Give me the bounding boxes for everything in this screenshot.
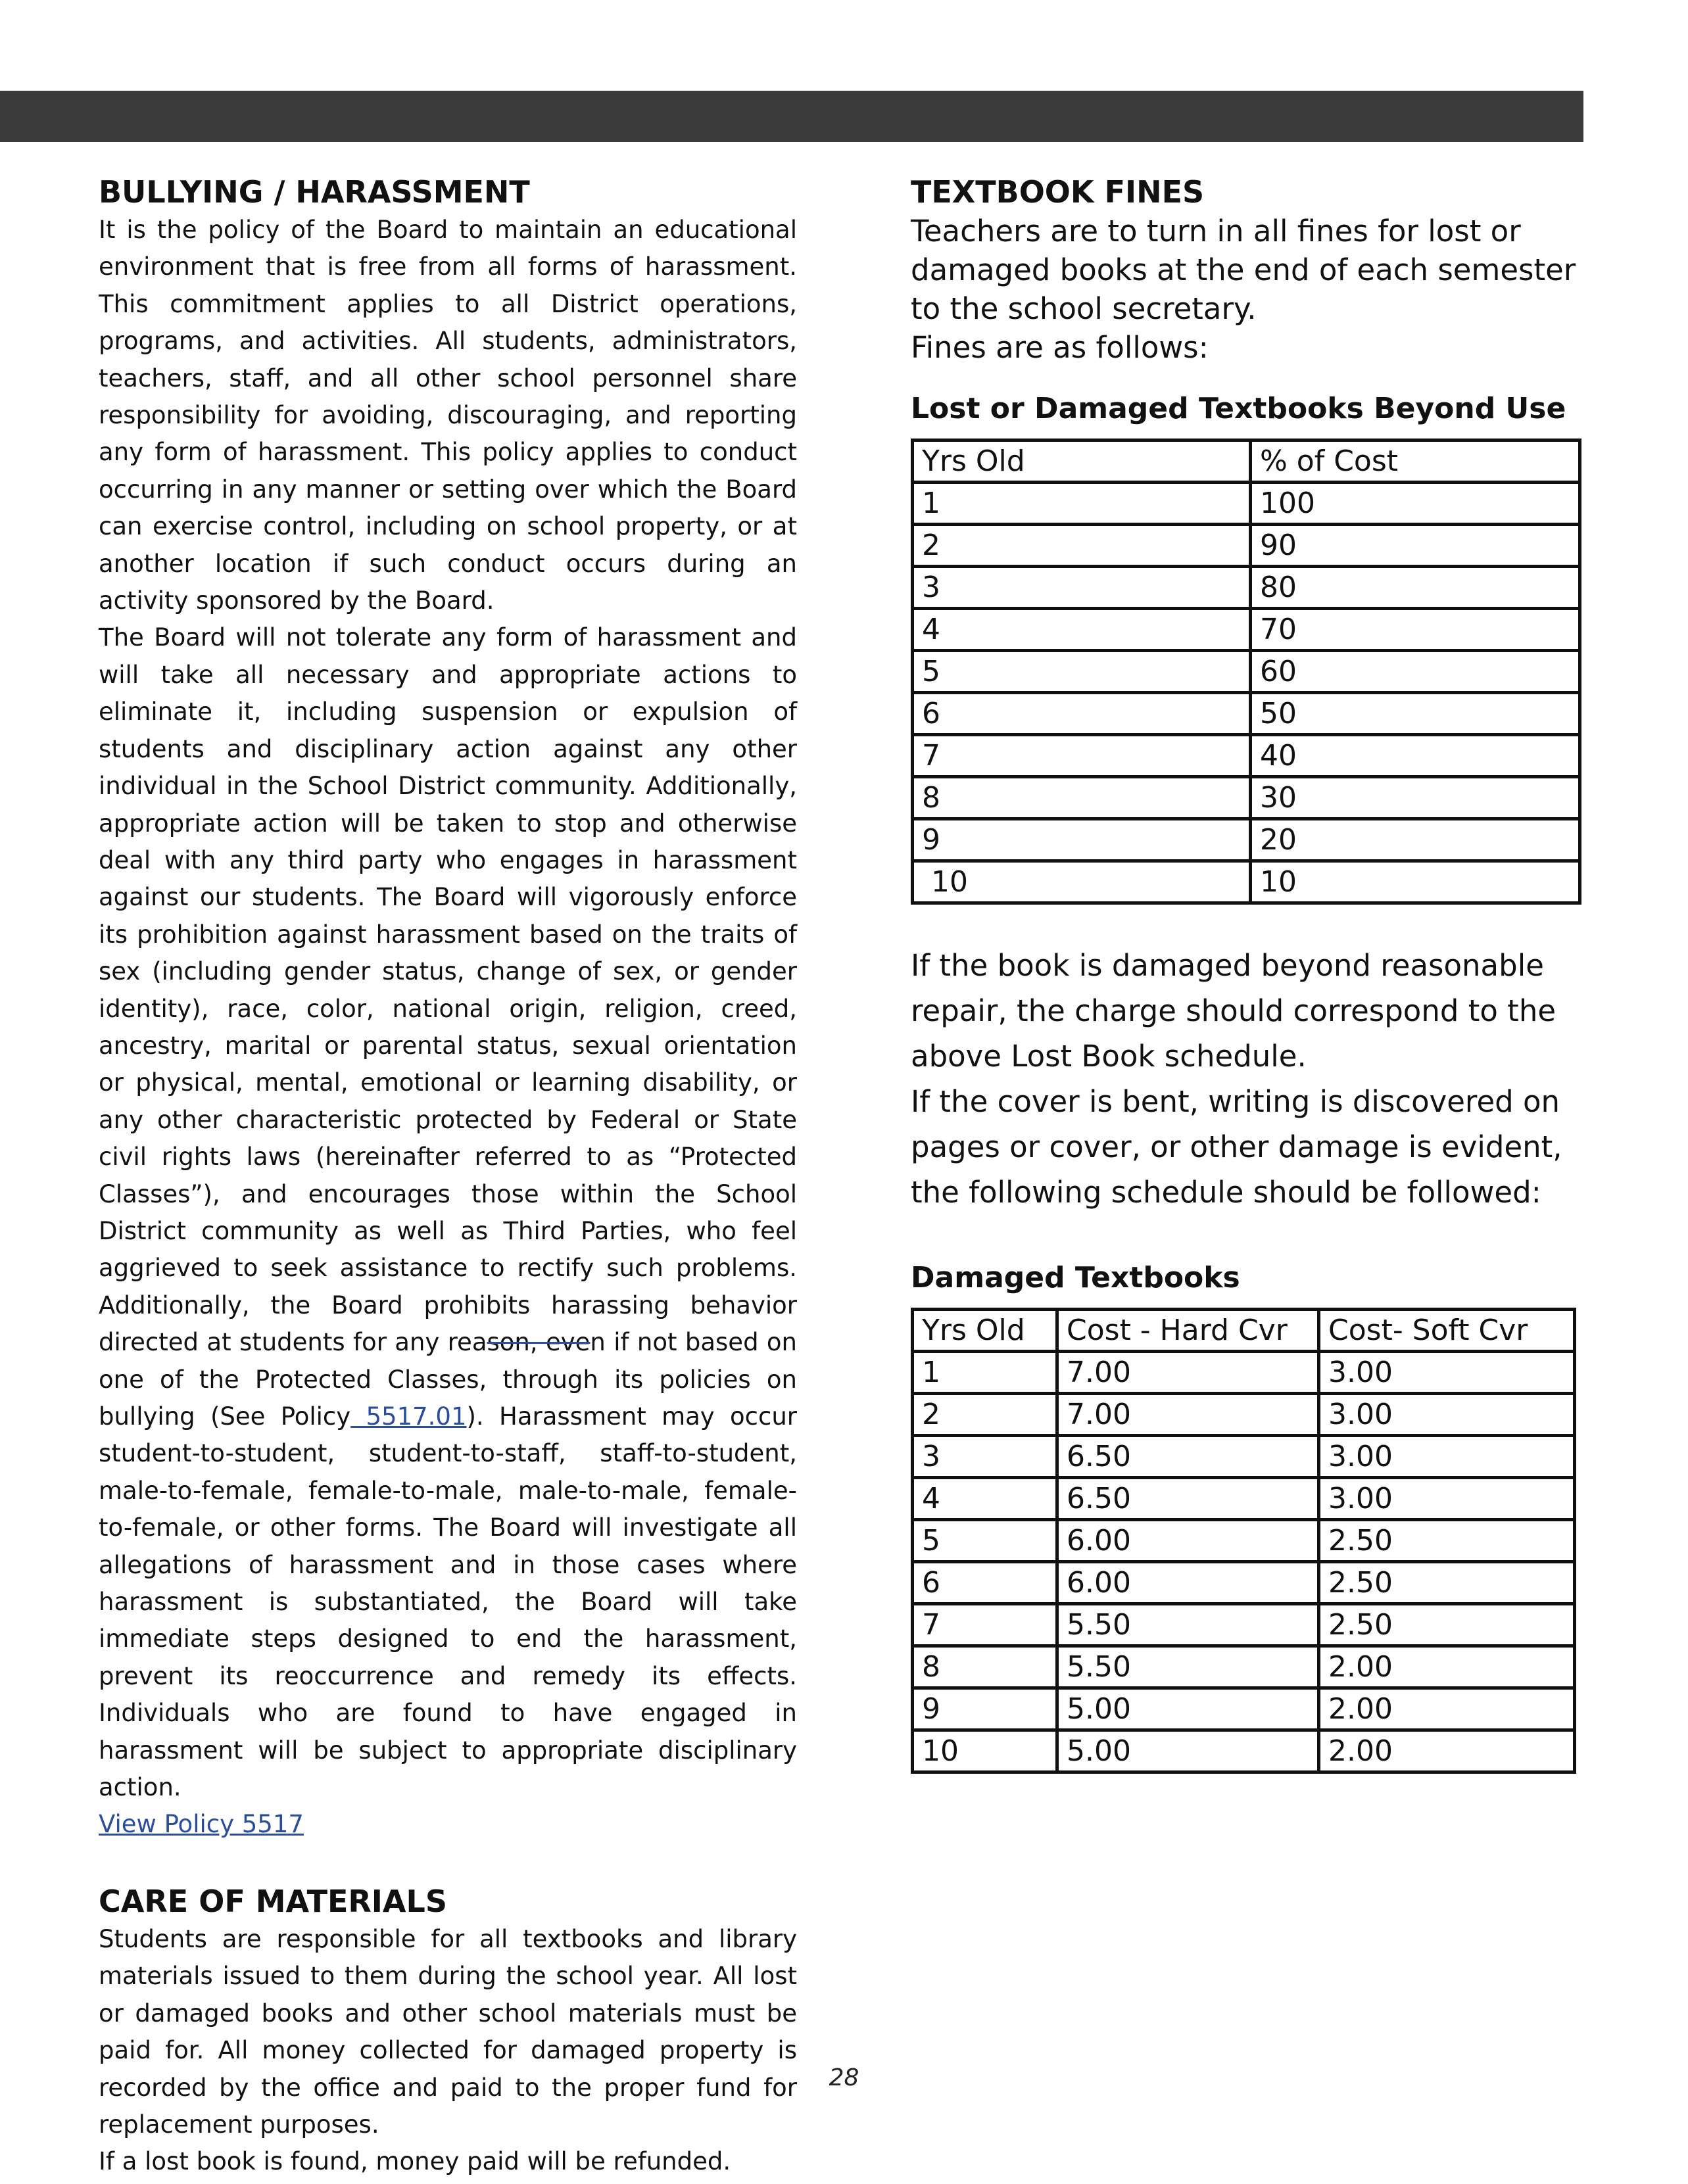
table-row <box>913 1436 1575 1478</box>
table-cell: 10 <box>913 1730 1057 1772</box>
table-cell: 20 <box>1251 819 1580 861</box>
bullying-paragraph-1: It is the policy of the Board to maintain an educational environment that is free from all forms of harassment. This commitment applies to all District operations, programs, and activities. All students, administrators, teachers, staff, and all other school personnel share responsibility for avoiding, discouraging, and reporting any form of harassment. This policy applies to conduct occurring in any manner or setting over which the Board can exercise control, including on school property, or at another location if such conduct occurs during an activity sponsored by the Board. <box>99 216 797 615</box>
table-cell: 2.00 <box>1319 1646 1575 1688</box>
table-cell: 4 <box>913 609 1251 651</box>
table-cell: 5.50 <box>1057 1604 1319 1646</box>
table-cell: 40 <box>1251 735 1580 777</box>
table-header-cell: % of Cost <box>1251 440 1580 483</box>
table-cell: 2.50 <box>1319 1520 1575 1562</box>
damage-schedule-paragraph: If the cover is bent, writing is discovered on pages or cover, or other damage is evident, the following schedule should be followed: <box>911 1084 1562 1210</box>
table-header-row <box>913 440 1580 483</box>
table-cell: 3.00 <box>1319 1478 1575 1520</box>
table-header-cell: Yrs Old <box>913 1310 1057 1352</box>
table-cell: 9 <box>913 1688 1057 1730</box>
table-row <box>913 1520 1575 1562</box>
table-cell: 6.50 <box>1057 1436 1319 1478</box>
table-row <box>913 693 1580 735</box>
lost-table-title: Lost or Damaged Textbooks Beyond Use <box>911 392 1566 425</box>
table-cell: 10 <box>1251 861 1580 903</box>
bullying-p2-text-c: ). Harassment may occur student-to-student, student-to-staff, staff-to-student, male-to-female, female-to-male, male-to-male, female-to-female, or other forms. The Board will investigate all allegations of harassment and in those cases where harassment is substantiated, the Board will take immediate steps designed to end the harassment, prevent its reoccurrence and remedy its effects. Individuals who are found to have engaged in harassment will be subject to appropriate disciplinary action. <box>99 1402 797 1802</box>
table-cell: 1 <box>913 1352 1057 1394</box>
policy-5517-01-link[interactable]: 5517.01 <box>350 1402 467 1431</box>
table-row <box>913 1352 1575 1394</box>
table-header-cell: Cost - Hard Cvr <box>1057 1310 1319 1352</box>
damaged-table-title: Damaged Textbooks <box>911 1261 1240 1294</box>
right-column <box>911 172 1601 1774</box>
table-cell: 5 <box>913 1520 1057 1562</box>
table-row <box>913 861 1580 903</box>
page-number: 28 <box>829 2064 859 2091</box>
table-cell: 6.00 <box>1057 1520 1319 1562</box>
table-cell: 2 <box>913 525 1251 567</box>
table-cell: 3 <box>913 567 1251 609</box>
table-cell: 3.00 <box>1319 1352 1575 1394</box>
table-row <box>913 1730 1575 1772</box>
table-header-row <box>913 1310 1575 1352</box>
table-cell: 70 <box>1251 609 1580 651</box>
bullying-paragraph-2 <box>99 619 797 1806</box>
table-cell: 7.00 <box>1057 1352 1319 1394</box>
bullying-p2-text-a: The Board will not tolerate any form of harassment and will take all necessary and appropriate actions to eliminate it, including suspension or expulsion of students and disciplinary action against any other individual in the School District community. Additionally, appropriate action will be taken to stop and otherwise deal with any third party who engages in harassment against our students. The Board will vigorously enforce its prohibition against harassment based on the traits of sex (including gender status, change of sex, or gender identity), race, color, national origin, religion, creed, ancestry, marital or parental status, sexual orientation or physical, mental, emotional or learning disability, or any other characteristic protected by Federal or State civil rights laws (hereinafter referred to as “Protected Classes”), and encourages those within the School District community as well as Third Parties, who feel aggrieved to seek assistance to rectify such problems. Additionally, the Board prohibits harassing behavior directed at students for any rea <box>99 623 797 1357</box>
strikethrough-text: son, eve <box>487 1328 591 1357</box>
table-row <box>913 567 1580 609</box>
table-cell: 5.50 <box>1057 1646 1319 1688</box>
table-cell: 6 <box>913 693 1251 735</box>
lost-textbooks-table <box>911 439 1581 905</box>
fines-follow-line: Fines are as follows: <box>911 330 1209 365</box>
table-cell: 8 <box>913 1646 1057 1688</box>
table-cell: 2 <box>913 1394 1057 1436</box>
table-header-cell: Cost- Soft Cvr <box>1319 1310 1575 1352</box>
table-cell: 2.00 <box>1319 1688 1575 1730</box>
beyond-repair-paragraph: If the book is damaged beyond reasonable repair, the charge should correspond to the above Lost Book schedule. <box>911 948 1556 1074</box>
table-row <box>913 483 1580 525</box>
table-cell: 5.00 <box>1057 1730 1319 1772</box>
table-row <box>913 1688 1575 1730</box>
table-row <box>913 1604 1575 1646</box>
bullying-p2-text-b: n if not based on one of the Protected Classes, through its policies on bullying (See Policy <box>99 1328 798 1431</box>
bullying-heading: BULLYING / HARASSMENT <box>99 174 530 210</box>
table-header-cell: Yrs Old <box>913 440 1251 483</box>
table-cell: 90 <box>1251 525 1580 567</box>
table-cell: 9 <box>913 819 1251 861</box>
table-cell: 6 <box>913 1562 1057 1604</box>
left-column <box>99 172 797 2181</box>
table-cell: 7 <box>913 735 1251 777</box>
table-cell: 7 <box>913 1604 1057 1646</box>
table-cell: 60 <box>1251 651 1580 693</box>
table-cell: 5.00 <box>1057 1688 1319 1730</box>
textbook-intro: Teachers are to turn in all fines for lost or damaged books at the end of each semester to the school secretary. <box>911 214 1576 326</box>
care-paragraph: Students are responsible for all textbooks and library materials issued to them during the school year. All lost or damaged books and other school materials must be paid for. All money collected for damaged property is recorded by the office and paid to the proper fund for replacement purposes. <box>99 1924 797 2139</box>
table-cell: 2.50 <box>1319 1604 1575 1646</box>
table-row <box>913 1394 1575 1436</box>
view-policy-5517-link[interactable]: View Policy 5517 <box>99 1810 304 1839</box>
table-cell: 1 <box>913 483 1251 525</box>
table-row <box>913 1562 1575 1604</box>
table-cell: 50 <box>1251 693 1580 735</box>
damaged-textbooks-table <box>911 1308 1576 1774</box>
table-cell: 3.00 <box>1319 1394 1575 1436</box>
table-row <box>913 609 1580 651</box>
table-cell: 4 <box>913 1478 1057 1520</box>
table-cell: 80 <box>1251 567 1580 609</box>
care-heading: CARE OF MATERIALS <box>99 1883 447 1919</box>
table-cell: 10 <box>913 861 1251 903</box>
table-row <box>913 1646 1575 1688</box>
table-cell: 3.00 <box>1319 1436 1575 1478</box>
table-cell: 7.00 <box>1057 1394 1319 1436</box>
header-bar <box>0 91 1583 142</box>
table-cell: 8 <box>913 777 1251 819</box>
table-cell: 5 <box>913 651 1251 693</box>
table-row <box>913 819 1580 861</box>
table-row <box>913 525 1580 567</box>
table-cell: 2.50 <box>1319 1562 1575 1604</box>
table-row <box>913 735 1580 777</box>
table-row <box>913 777 1580 819</box>
table-row <box>913 1478 1575 1520</box>
table-cell: 2.00 <box>1319 1730 1575 1772</box>
view-policy-line <box>99 1806 797 1843</box>
table-cell: 6.50 <box>1057 1478 1319 1520</box>
table-row <box>913 651 1580 693</box>
textbook-fines-heading: TEXTBOOK FINES <box>911 174 1205 210</box>
table-cell: 30 <box>1251 777 1580 819</box>
table-cell: 3 <box>913 1436 1057 1478</box>
table-cell: 6.00 <box>1057 1562 1319 1604</box>
table-cell: 100 <box>1251 483 1580 525</box>
care-refund-line: If a lost book is found, money paid will be refunded. <box>99 2147 731 2176</box>
